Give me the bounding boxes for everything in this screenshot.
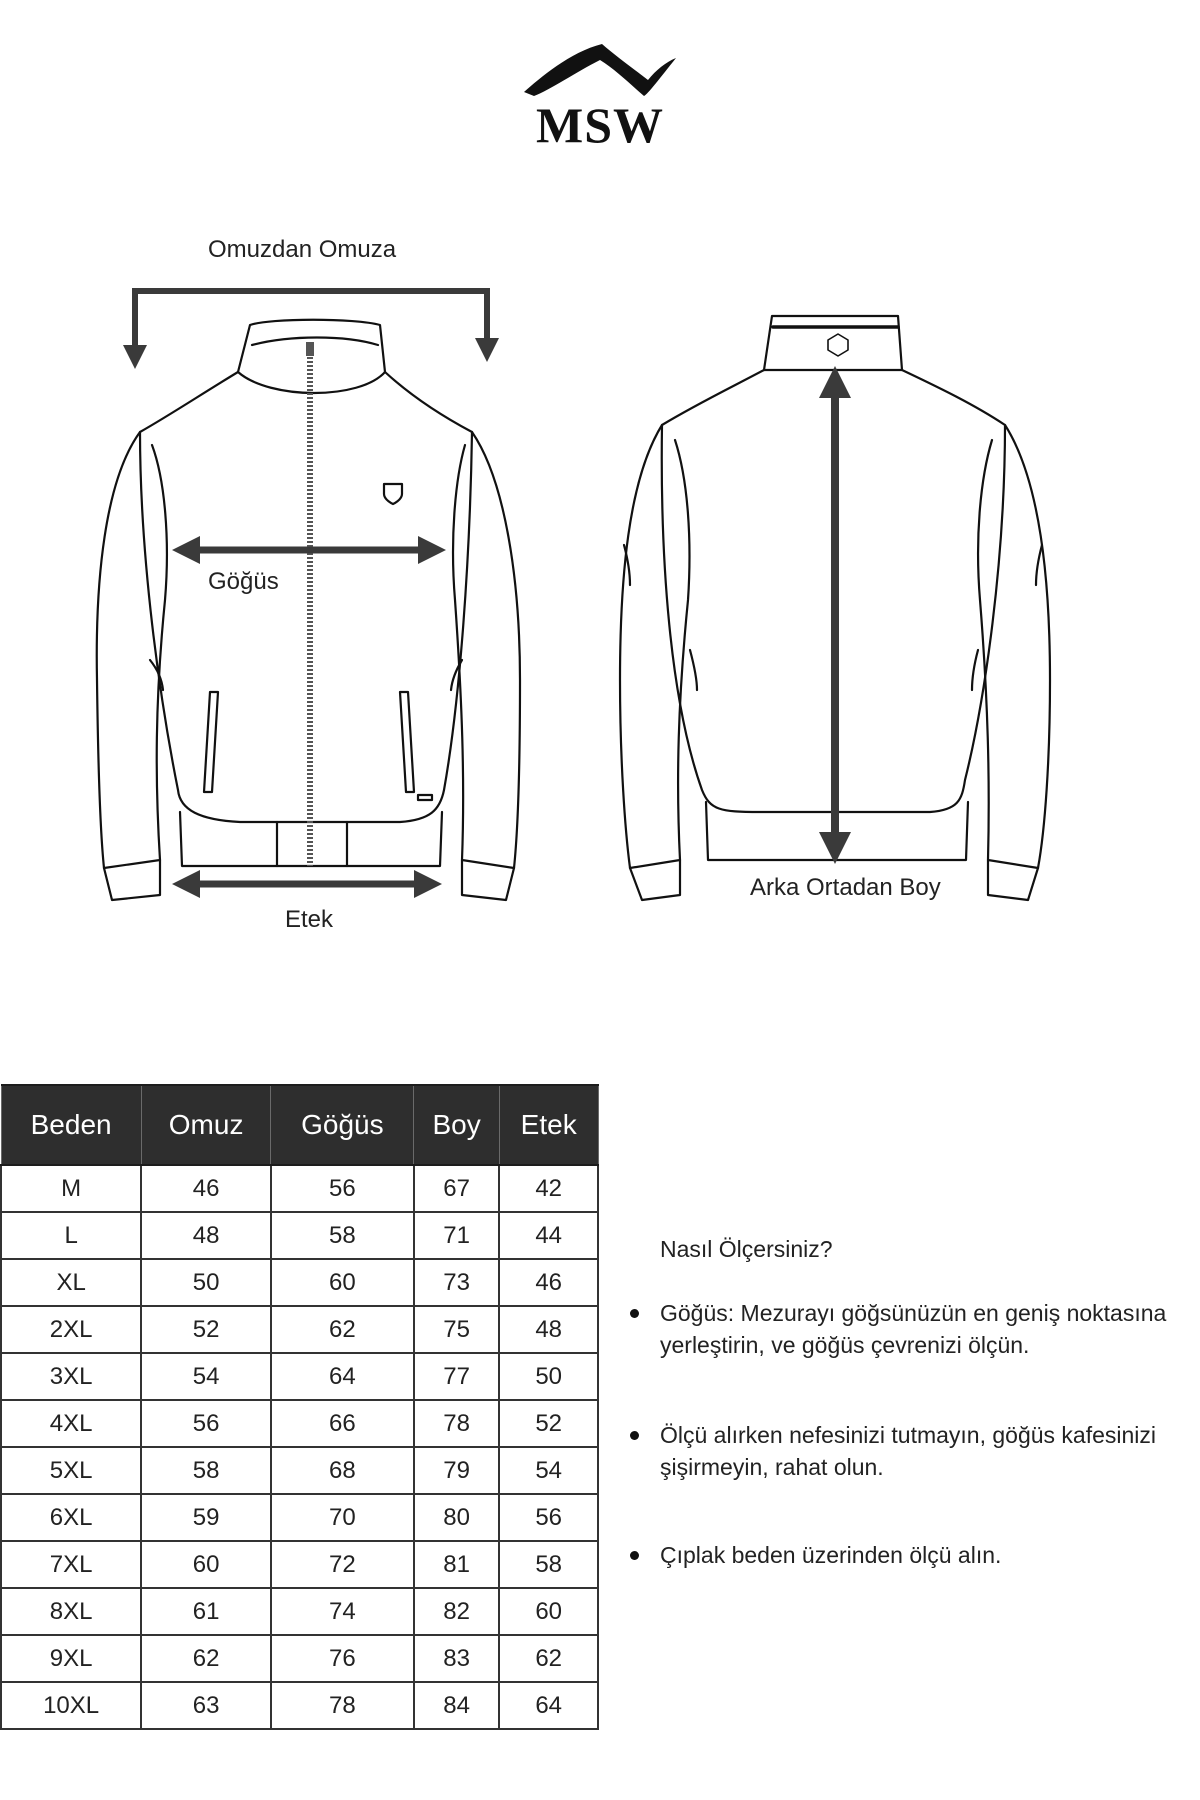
measurement-cell: 70	[271, 1494, 414, 1541]
measurement-cell: 59	[141, 1494, 271, 1541]
size-cell: L	[1, 1212, 141, 1259]
measurement-cell: 44	[499, 1212, 598, 1259]
measurement-cell: 78	[414, 1400, 500, 1447]
front-zipper	[306, 342, 314, 866]
measurement-cell: 74	[271, 1588, 414, 1635]
size-table-header-row	[1, 1085, 598, 1165]
measurement-cell: 78	[271, 1682, 414, 1729]
measurement-cell: 46	[141, 1165, 271, 1212]
measurement-cell: 46	[499, 1259, 598, 1306]
measurement-cell: 58	[271, 1212, 414, 1259]
measurement-cell: 82	[414, 1588, 500, 1635]
size-cell: M	[1, 1165, 141, 1212]
measurement-cell: 48	[499, 1306, 598, 1353]
size-table-row	[1, 1635, 598, 1682]
measurement-cell: 79	[414, 1447, 500, 1494]
measurement-cell: 68	[271, 1447, 414, 1494]
measurement-cell: 61	[141, 1588, 271, 1635]
size-table-row	[1, 1447, 598, 1494]
measurement-cell: 76	[271, 1635, 414, 1682]
label-hem: Etek	[285, 906, 334, 933]
measurement-cell: 62	[141, 1635, 271, 1682]
size-table-row	[1, 1494, 598, 1541]
logo-text: MSW	[536, 97, 664, 153]
measurement-cell: 52	[141, 1306, 271, 1353]
header-beden: Beden	[1, 1085, 141, 1165]
measurement-cell: 58	[499, 1541, 598, 1588]
measurement-cell: 56	[141, 1400, 271, 1447]
size-cell: 6XL	[1, 1494, 141, 1541]
measurement-cell: 77	[414, 1353, 500, 1400]
measurement-cell: 58	[141, 1447, 271, 1494]
measurement-cell: 72	[271, 1541, 414, 1588]
measurement-cell: 52	[499, 1400, 598, 1447]
measurement-cell: 48	[141, 1212, 271, 1259]
size-cell: 2XL	[1, 1306, 141, 1353]
size-cell: 5XL	[1, 1447, 141, 1494]
measurement-cell: 54	[141, 1353, 271, 1400]
size-table-row	[1, 1541, 598, 1588]
measurement-cell: 67	[414, 1165, 500, 1212]
measurement-cell: 75	[414, 1306, 500, 1353]
size-cell: 3XL	[1, 1353, 141, 1400]
measurement-cell: 64	[271, 1353, 414, 1400]
measurement-cell: 60	[499, 1588, 598, 1635]
instruction-item: Göğüs: Mezurayı göğsünüzün en geniş noktasına yerleştirin, ve göğüs çevrenizi ölçün.	[660, 1297, 1200, 1361]
measurement-cell: 71	[414, 1212, 500, 1259]
size-table-row	[1, 1212, 598, 1259]
instructions-title: Nasıl Ölçersiniz?	[660, 1236, 833, 1262]
size-cell: 9XL	[1, 1635, 141, 1682]
instructions-list	[660, 1297, 1200, 1571]
header-gogus: Göğüs	[271, 1085, 414, 1165]
measurement-cell: 84	[414, 1682, 500, 1729]
measurement-cell: 50	[499, 1353, 598, 1400]
measurement-cell: 56	[271, 1165, 414, 1212]
header-omuz: Omuz	[141, 1085, 271, 1165]
label-back-length: Arka Ortadan Boy	[750, 874, 941, 901]
instruction-item: Çıplak beden üzerinden ölçü alın.	[660, 1539, 1200, 1571]
header-boy: Boy	[414, 1085, 500, 1165]
size-table-row	[1, 1588, 598, 1635]
measurement-cell: 54	[499, 1447, 598, 1494]
measurement-cell: 62	[271, 1306, 414, 1353]
size-table-row	[1, 1306, 598, 1353]
size-cell: XL	[1, 1259, 141, 1306]
measurement-cell: 81	[414, 1541, 500, 1588]
measurement-cell: 50	[141, 1259, 271, 1306]
label-chest: Göğüs	[208, 568, 279, 595]
size-table-row	[1, 1682, 598, 1729]
measurement-cell: 64	[499, 1682, 598, 1729]
size-cell: 4XL	[1, 1400, 141, 1447]
measurement-cell: 73	[414, 1259, 500, 1306]
measurement-cell: 80	[414, 1494, 500, 1541]
size-cell: 10XL	[1, 1682, 141, 1729]
size-table-row	[1, 1165, 598, 1212]
measurement-cell: 60	[141, 1541, 271, 1588]
size-table-body	[1, 1165, 598, 1729]
size-table-row	[1, 1353, 598, 1400]
measurement-cell: 63	[141, 1682, 271, 1729]
measurement-cell: 56	[499, 1494, 598, 1541]
size-table-row	[1, 1400, 598, 1447]
measurement-cell: 42	[499, 1165, 598, 1212]
size-table-row	[1, 1259, 598, 1306]
size-cell: 7XL	[1, 1541, 141, 1588]
size-cell: 8XL	[1, 1588, 141, 1635]
instruction-item: Ölçü alırken nefesinizi tutmayın, göğüs kafesinizi şişirmeyin, rahat olun.	[660, 1419, 1200, 1483]
measurement-cell: 66	[271, 1400, 414, 1447]
measurement-cell: 60	[271, 1259, 414, 1306]
measurement-cell: 62	[499, 1635, 598, 1682]
label-shoulder: Omuzdan Omuza	[208, 236, 397, 263]
header-etek: Etek	[499, 1085, 598, 1165]
size-table	[0, 1084, 599, 1730]
measuring-instructions	[660, 1236, 1200, 1617]
measurement-cell: 83	[414, 1635, 500, 1682]
